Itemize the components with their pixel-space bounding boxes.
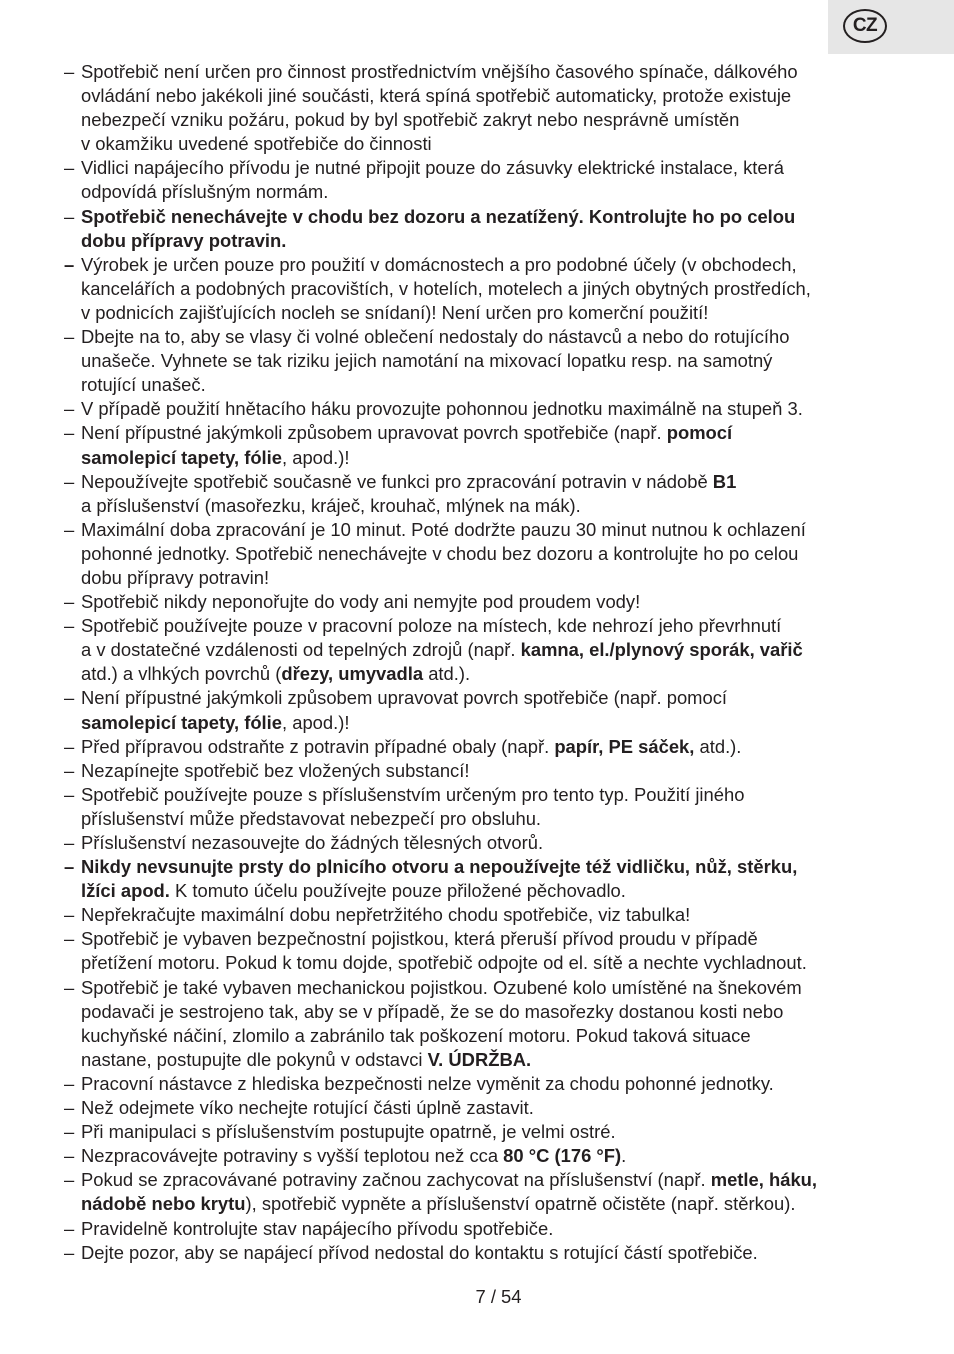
text-line: [81, 759, 924, 783]
text-line: [81, 711, 924, 735]
text-line: [81, 879, 924, 903]
list-item: [64, 397, 924, 421]
text-line: [81, 229, 924, 253]
text-segment: podavači je sestrojeno tak, aby se v případě, že se do masořezky dostanou kosti nebo: [81, 1000, 784, 1022]
list-item: [64, 1241, 924, 1265]
text-segment: v podnicích zajišťujících nocleh se snídaní)! Není určen pro komerční použití!: [81, 301, 709, 323]
text-segment: odpovídá příslušným normám.: [81, 181, 329, 203]
bold-text-segment: metle, háku,: [710, 1169, 818, 1191]
text-line: [81, 301, 924, 325]
bold-text-segment: Nikdy nevsunujte prsty do plnicího otvoru a nepoužívejte též vidličku, nůž, stěrku,: [81, 856, 798, 878]
text-line: [81, 1072, 924, 1096]
text-line: [81, 686, 924, 710]
text-segment: V případě použití hnětacího háku provozujte pohonnou jednotku maximálně na stupeň 3.: [81, 398, 803, 420]
text-segment: přetížení motoru. Pokud k tomu dojde, spotřebič odpojte od el. sítě a nechte vychladnout.: [81, 952, 807, 974]
text-line: [81, 1048, 924, 1072]
text-segment: Dbejte na to, aby se vlasy či volné oblečení nedostaly do nástavců a nebo do rotujícího: [81, 326, 790, 348]
text-segment: Není přípustné jakýmkoli způsobem upravovat povrch spotřebiče (např.: [81, 422, 667, 444]
text-segment: Nepřekračujte maximální dobu nepřetržitého chodu spotřebiče, viz tabulka!: [81, 904, 691, 926]
list-item: [64, 156, 924, 204]
text-line: [81, 373, 924, 397]
text-line: [81, 421, 924, 445]
text-segment: , apod.)!: [282, 711, 350, 733]
bold-text-segment: B1: [712, 470, 737, 492]
text-line: [81, 277, 924, 301]
list-item: [64, 1217, 924, 1241]
text-line: [81, 662, 924, 686]
text-segment: kancelářích a podobných pracovištích, v hotelích, motelech a jiných obytných prostředích,: [81, 277, 811, 299]
bold-text-segment: kamna, el./plynový sporák, vařič: [520, 639, 803, 661]
text-line: [81, 1192, 924, 1216]
list-item: [64, 325, 924, 397]
list-item: [64, 205, 924, 253]
list-item: [64, 253, 924, 325]
text-line: [81, 1144, 924, 1168]
bold-text-segment: 80 °C (176 °F): [503, 1145, 622, 1167]
bold-text-segment: papír, PE sáček,: [554, 735, 695, 757]
bold-text-segment: V. ÚDRŽBA.: [427, 1048, 532, 1070]
text-line: [81, 108, 924, 132]
text-segment: nebezpečí vzniku požáru, pokud by byl spotřebič zakryt nebo nesprávně umístěn: [81, 109, 740, 131]
text-segment: Spotřebič používejte pouze s příslušenstvím určeným pro tento typ. Použití jiného: [81, 783, 745, 805]
text-line: [81, 470, 924, 494]
list-item: [64, 1144, 924, 1168]
page-number: 7 / 54: [475, 1286, 522, 1307]
text-line: [81, 156, 924, 180]
text-segment: Spotřebič používejte pouze v pracovní poloze na místech, kde nehrozí jeho převrhnutí: [81, 615, 782, 637]
list-item: [64, 518, 924, 590]
bold-text-segment: samolepicí tapety, fólie: [81, 711, 282, 733]
text-segment: pohonné jednotky. Spotřebič nenechávejte v chodu bez dozoru a kontrolujte ho po celou: [81, 542, 799, 564]
text-line: [81, 325, 924, 349]
text-segment: Není přípustné jakýmkoli způsobem upravovat povrch spotřebiče (např. pomocí: [81, 687, 728, 709]
list-item: [64, 831, 924, 855]
text-segment: Maximální doba zpracování je 10 minut. Poté dodržte pauzu 30 minut nutnou k ochlazení: [81, 518, 806, 540]
text-segment: a příslušenství (masořezku, kráječ, krouhač, mlýnek na mák).: [81, 494, 581, 516]
text-line: [81, 976, 924, 1000]
text-segment: a v dostatečné vzdálenosti od tepelných zdrojů (např.: [81, 639, 521, 661]
text-line: [81, 831, 924, 855]
text-line: [81, 614, 924, 638]
bold-text-segment: Spotřebič nenechávejte v chodu bez dozoru a nezatížený. Kontrolujte ho po celou: [81, 205, 796, 227]
text-line: [81, 783, 924, 807]
text-line: [81, 1096, 924, 1120]
text-segment: rotující unašeč.: [81, 374, 206, 396]
list-item: [64, 614, 924, 686]
text-segment: Pravidelně kontrolujte stav napájecího přívodu spotřebiče.: [81, 1217, 554, 1239]
bold-text-segment: dřezy, umyvadla: [281, 663, 424, 685]
text-segment: v okamžiku uvedené spotřebiče do činnosti: [81, 133, 432, 155]
list-item: [64, 421, 924, 469]
text-line: [81, 807, 924, 831]
text-segment: dobu přípravy potravin!: [81, 566, 270, 588]
text-segment: unašeče. Vyhnete se tak riziku jejich namotání na mixovací lopatku resp. na samotný: [81, 350, 773, 372]
list-item: [64, 927, 924, 975]
list-item: [64, 60, 924, 156]
bold-text-segment: dobu přípravy potravin.: [81, 229, 287, 251]
text-segment: příslušenství může představovat nebezpečí pro obsluhu.: [81, 807, 542, 829]
list-item: [64, 783, 924, 831]
text-line: [81, 397, 924, 421]
list-item: [64, 1072, 924, 1096]
text-segment: Při manipulaci s příslušenstvím postupujte opatrně, je velmi ostré.: [81, 1121, 616, 1143]
text-segment: K tomuto účelu používejte pouze přiložené pěchovadlo.: [169, 880, 626, 902]
text-line: [81, 518, 924, 542]
text-segment: Nepoužívejte spotřebič současně ve funkci pro zpracování potravin v nádobě: [81, 470, 713, 492]
text-line: [81, 927, 924, 951]
list-item: [64, 976, 924, 1072]
text-line: [81, 1168, 924, 1192]
safety-instructions-list: [64, 60, 924, 1265]
language-tab: [828, 0, 954, 54]
text-segment: , apod.)!: [282, 446, 350, 468]
text-line: [81, 1000, 924, 1024]
bold-text-segment: samolepicí tapety, fólie: [81, 446, 282, 468]
text-segment: atd.).: [694, 735, 742, 757]
text-line: [81, 349, 924, 373]
text-line: [81, 1217, 924, 1241]
list-item: [64, 1168, 924, 1216]
text-segment: Nezpracovávejte potraviny s vyšší teplotou než cca: [81, 1145, 504, 1167]
list-item: [64, 686, 924, 734]
text-segment: ), spotřebič vypněte a příslušenství opatrně očistěte (např. stěrkou).: [245, 1193, 796, 1215]
text-segment: Spotřebič nikdy neponořujte do vody ani nemyjte pod proudem vody!: [81, 591, 641, 613]
text-line: [81, 1241, 924, 1265]
text-segment: .: [621, 1145, 627, 1167]
text-line: [81, 566, 924, 590]
text-line: [81, 951, 924, 975]
list-item: [64, 759, 924, 783]
text-segment: Pokud se zpracovávané potraviny začnou zachycovat na příslušenství (např.: [81, 1169, 711, 1191]
text-line: [81, 735, 924, 759]
text-line: [81, 903, 924, 927]
text-segment: Před přípravou odstraňte z potravin případné obaly (např.: [81, 735, 555, 757]
text-segment: Výrobek je určen pouze pro použití v domácnostech a pro podobné účely (v obchodech,: [81, 253, 797, 275]
text-segment: atd.) a vlhkých povrchů (: [81, 663, 282, 685]
text-line: [81, 590, 924, 614]
text-segment: Nezapínejte spotřebič bez vložených substancí!: [81, 759, 470, 781]
text-segment: Pracovní nástavce z hlediska bezpečnosti nelze vyměnit za chodu pohonné jednotky.: [81, 1072, 774, 1094]
text-line: [81, 132, 924, 156]
list-item: [64, 855, 924, 903]
text-line: [81, 84, 924, 108]
text-segment: Vidlici napájecího přívodu je nutné připojit pouze do zásuvky elektrické instalace, která: [81, 157, 784, 179]
text-line: [81, 446, 924, 470]
list-item: [64, 735, 924, 759]
language-badge: CZ: [843, 9, 887, 43]
bold-text-segment: pomocí: [666, 422, 733, 444]
bold-text-segment: nádobě nebo krytu: [81, 1193, 246, 1215]
list-item: [64, 590, 924, 614]
text-segment: nastane, postupujte dle pokynů v odstavci: [81, 1048, 428, 1070]
text-line: [81, 205, 924, 229]
text-line: [81, 542, 924, 566]
text-line: [81, 1024, 924, 1048]
text-segment: Spotřebič je také vybaven mechanickou pojistkou. Ozubené kolo umístěné na šnekovém: [81, 976, 802, 998]
text-line: [81, 855, 924, 879]
text-segment: Než odejmete víko nechejte rotující části úplně zastavit.: [81, 1097, 534, 1119]
bold-text-segment: lžíci apod.: [81, 880, 170, 902]
text-line: [81, 494, 924, 518]
text-segment: kuchyňské náčiní, zlomilo a zabránilo tak poškození motoru. Pokud taková situace: [81, 1024, 751, 1046]
list-item: [64, 1096, 924, 1120]
text-line: [81, 60, 924, 84]
text-segment: atd.).: [423, 663, 471, 685]
list-item: [64, 903, 924, 927]
text-segment: Příslušenství nezasouvejte do žádných tělesných otvorů.: [81, 832, 544, 853]
text-segment: ovládání nebo jakékoli jiné součásti, která spíná spotřebič automaticky, protože existuje: [81, 85, 792, 107]
list-item: [64, 470, 924, 518]
text-line: [81, 1120, 924, 1144]
text-segment: Spotřebič je vybaven bezpečnostní pojistkou, která přeruší přívod proudu v případě: [81, 928, 758, 950]
text-segment: Spotřebič není určen pro činnost prostřednictvím vnějšího časového spínače, dálkového: [81, 61, 798, 82]
text-line: [81, 638, 924, 662]
text-line: [81, 253, 924, 277]
text-line: [81, 180, 924, 204]
text-segment: Dejte pozor, aby se napájecí přívod nedostal do kontaktu s rotující částí spotřebiče.: [81, 1241, 758, 1263]
list-item: [64, 1120, 924, 1144]
